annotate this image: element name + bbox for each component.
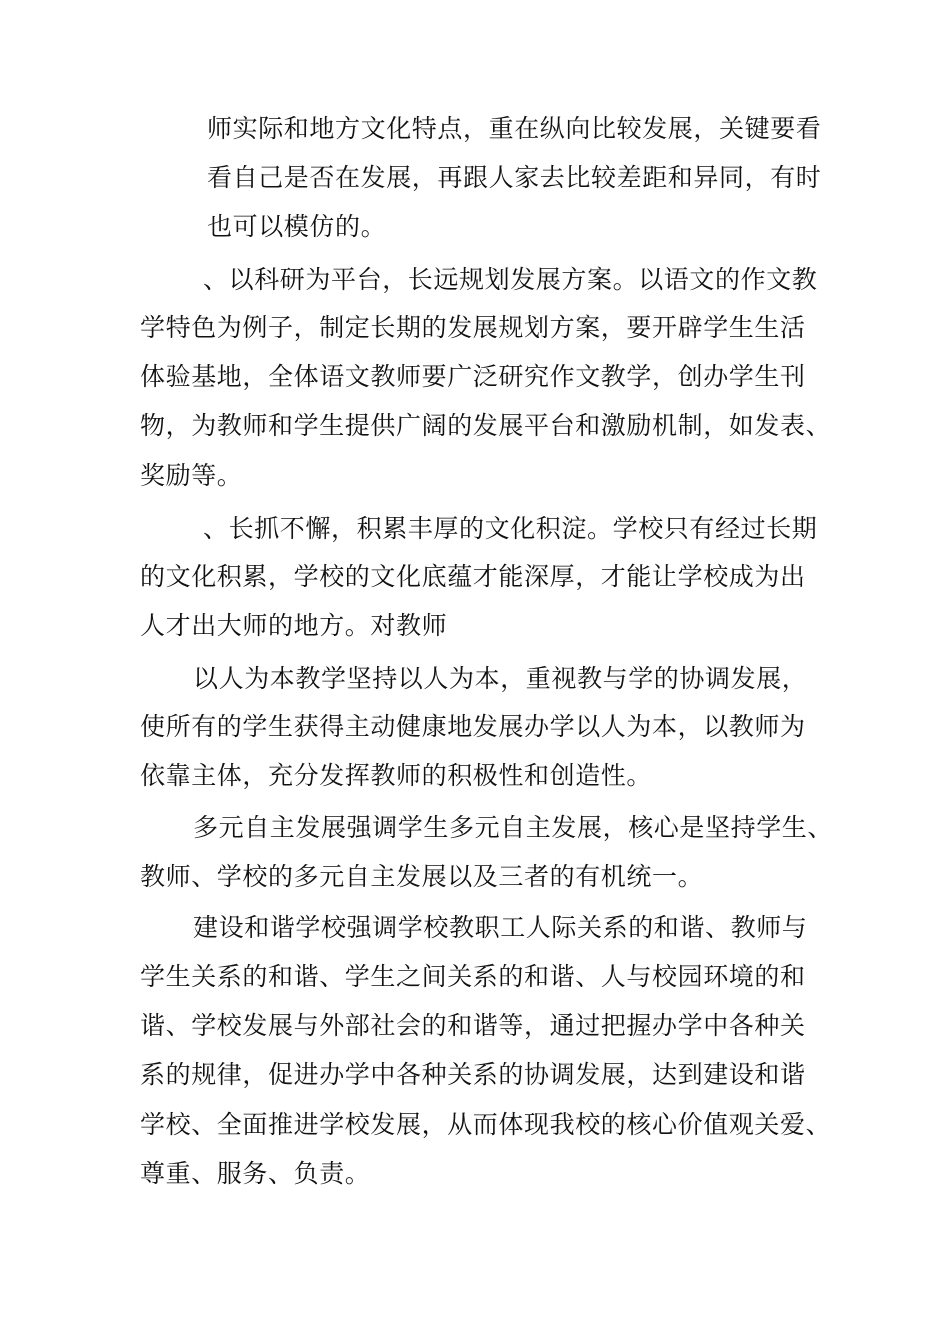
text-line: 建设和谐学校强调学校教职工人际关系的和谐、教师与: [193, 913, 808, 942]
text-line: 依靠主体，充分发挥教师的积极性和创造性。: [140, 761, 653, 790]
text-line: 以人为本教学坚持以人为本，重视教与学的协调发展，: [193, 664, 808, 693]
text-line: 物，为教师和学生提供广阔的发展平台和激励机制，如发表、: [140, 411, 832, 440]
text-line: 谐、学校发展与外部社会的和谐等，通过把握办学中各种关: [140, 1011, 806, 1040]
text-line: 使所有的学生获得主动健康地发展办学以人为本，以教师为: [140, 712, 806, 741]
text-line: 多元自主发展强调学生多元自主发展，核心是坚持学生、: [193, 813, 834, 842]
text-line: 学特色为例子，制定长期的发展规划方案，要开辟学生生活: [140, 313, 806, 342]
text-line: 教师、学校的多元自主发展以及三者的有机统一。: [140, 862, 704, 891]
text-line: 奖励等。: [140, 461, 243, 490]
text-line: 师实际和地方文化特点，重在纵向比较发展，关键要看: [207, 114, 822, 143]
text-line: 学生关系的和谐、学生之间关系的和谐、人与校园环境的和: [140, 962, 806, 991]
text-line: 、以科研为平台，长远规划发展方案。以语文的作文教: [203, 265, 818, 294]
text-line: 尊重、服务、负责。: [140, 1159, 371, 1188]
text-line: 的文化积累，学校的文化底蕴才能深厚，才能让学校成为出: [140, 562, 806, 591]
text-line: 体验基地，全体语文教师要广泛研究作文教学，创办学生刊: [140, 362, 806, 391]
text-line: 人才出大师的地方。对教师: [140, 611, 448, 640]
text-line: 学校、全面推进学校发展，从而体现我校的核心价值观关爱、: [140, 1110, 832, 1139]
text-line: 看自己是否在发展，再跟人家去比较差距和异同，有时: [207, 163, 822, 192]
text-line: 也可以模仿的。: [207, 212, 387, 241]
text-line: 系的规律，促进办学中各种关系的协调发展，达到建设和谐: [140, 1060, 806, 1089]
text-line: 、长抓不懈，积累丰厚的文化积淀。学校只有经过长期: [203, 514, 818, 543]
